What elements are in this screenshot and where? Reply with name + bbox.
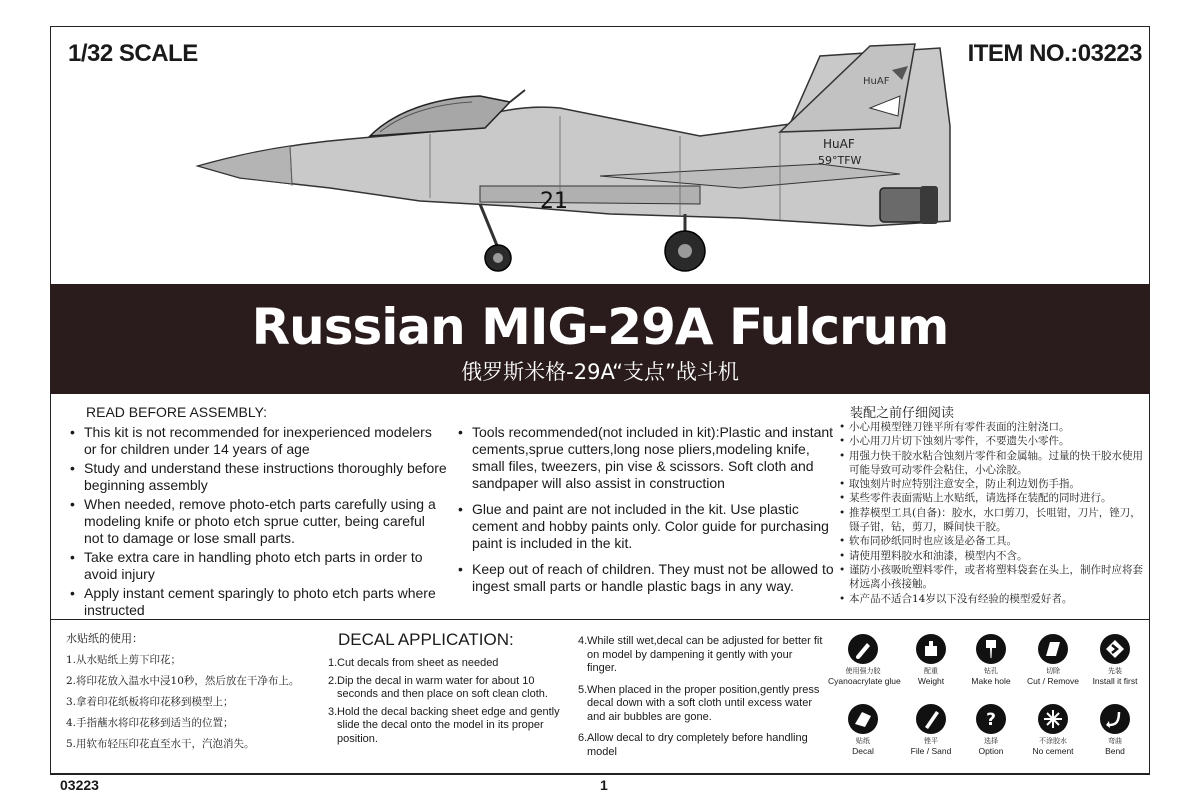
- list-item: [578, 635, 823, 676]
- legend-label-en: File / Sand: [910, 746, 952, 756]
- read-before-title: READ BEFORE ASSEMBLY:: [86, 404, 268, 420]
- step-number: 5.: [578, 683, 588, 696]
- legend-item: [956, 704, 1026, 756]
- legend-item: [956, 634, 1026, 686]
- svg-text:?: ?: [986, 710, 996, 730]
- legend-label-cn: 锉平: [924, 737, 938, 745]
- legend-item: [1080, 634, 1150, 686]
- step-text: Dip the decal in warm water for about 10 seconds and then place on soft clean cloth.: [337, 674, 548, 700]
- list-item: • Take extra care in handling photo etch parts in order to avoid injury: [68, 549, 448, 583]
- title-chinese: 俄罗斯米格-29A“支点”战斗机: [461, 360, 739, 384]
- legend-item: [1018, 634, 1088, 686]
- footer-divider: [50, 774, 1150, 775]
- list-item: • 用强力快干胶水粘合蚀刻片零件和金属轴。过量的快干胶水使用可能导致可动零件会粘住，小心涂胶。: [838, 449, 1148, 478]
- read-before-list-left: [68, 424, 448, 621]
- legend-label-cn: 先装: [1108, 667, 1122, 675]
- list-item: • When needed, remove photo-etch parts carefully using a modeling knife or photo etch sprue cutter, being careful not to damage or lose small parts.: [68, 496, 448, 547]
- list-item: 1.从水贴纸上剪下印花；: [66, 654, 182, 666]
- list-item: 3.拿着印花纸板将印花移到模型上；: [66, 696, 234, 708]
- decal-title: DECAL APPLICATION:: [338, 630, 514, 649]
- page-number: 1: [600, 777, 608, 793]
- list-item: • Glue and paint are not included in the kit. Use plastic cement and hobby paints only. Color guide for purchasing paint is included in the kit.: [456, 501, 836, 552]
- list-item: • 某些零件表面需贴上水贴纸，请选择在装配的同时进行。: [838, 491, 1148, 505]
- install-first-icon: [1100, 634, 1130, 664]
- step-text: Allow decal to dry completely before handling model: [587, 732, 808, 758]
- list-item: [328, 657, 568, 671]
- legend-label-en: Bend: [1105, 746, 1125, 756]
- list-item: • 小心用模型锉刀锉平所有零件表面的注射浇口。: [838, 420, 1148, 434]
- read-before-list-right: [456, 424, 836, 604]
- section-divider: [50, 619, 1150, 620]
- list-item: 5.用软布轻压印花直至水干，汽泡消失。: [66, 738, 255, 750]
- list-item: 4.手指蘸水将印花移到适当的位置；: [66, 717, 234, 729]
- step-number: 4.: [578, 635, 588, 647]
- list-item: • Tools recommended(not included in kit):Plastic and instant cements,sprue cutters,long nose pliers,modeling knife, small files, tweezers, pin vise & scissors. Soft cloth and sandpaper will also assist in construction: [456, 424, 836, 492]
- legend-label-en: No cement: [1032, 746, 1074, 756]
- list-item: [328, 675, 568, 702]
- drill-icon: [976, 634, 1006, 664]
- legend-item: [1018, 704, 1088, 756]
- decal-steps-a: [328, 657, 568, 750]
- decal-cn-title: 水贴纸的使用：: [66, 632, 143, 645]
- step-text: Cut decals from sheet as needed: [337, 657, 499, 669]
- list-item: [578, 732, 823, 759]
- decal-cn-steps: [66, 650, 336, 755]
- list-item: [578, 684, 823, 725]
- list-item: • This kit is not recommended for inexperienced modelers or for children under 14 years of age: [68, 424, 448, 458]
- file-icon: [916, 704, 946, 734]
- legend-label-en: Cyanoacrylate glue: [828, 676, 901, 686]
- step-text: Hold the decal backing sheet edge and gently slide the decal onto the model in its proper position.: [337, 705, 560, 745]
- legend-label-en: Decal: [852, 746, 874, 756]
- legend-item: [828, 704, 898, 756]
- list-item: • 软布同砂纸同时也应该是必备工具。: [838, 534, 1148, 548]
- legend-label-cn: 贴纸: [856, 737, 870, 745]
- legend-label-cn: 使用强力胶: [845, 667, 881, 675]
- legend-label-cn: 不涂胶水: [1039, 737, 1067, 745]
- step-number: 3.: [328, 705, 338, 718]
- legend-item: [828, 634, 901, 686]
- tail-marking-top: HuAF: [863, 76, 890, 87]
- legend-label-en: Cut / Remove: [1027, 676, 1079, 686]
- glue-icon: [848, 634, 878, 664]
- list-item: • 本产品不适合14岁以下没有经验的模型爱好者。: [838, 592, 1148, 606]
- aircraft-illustration: [180, 36, 980, 286]
- tail-marking-line2: 59°TFW: [818, 154, 862, 167]
- title-english: Russian MIG-29A Fulcrum: [251, 298, 949, 356]
- item-number: ITEM NO.:03223: [967, 40, 1142, 67]
- cn-notes-list: [838, 420, 1148, 606]
- legend-label-cn: 弯曲: [1108, 737, 1122, 745]
- step-number: 6.: [578, 732, 588, 744]
- step-text: While still wet,decal can be adjusted for better fit on model by dampening it gently with your finger.: [587, 635, 823, 674]
- legend-label-en: Weight: [917, 676, 945, 686]
- legend-label-en: Make hole: [971, 676, 1011, 686]
- step-number: 1.: [328, 657, 338, 669]
- legend-label-cn: 配重: [924, 667, 938, 675]
- decal-icon: [848, 704, 878, 734]
- footer-item-number: 03223: [60, 777, 99, 793]
- decal-steps-b: [578, 635, 823, 767]
- legend-label-en: Install it first: [1092, 676, 1138, 686]
- icon-legend: [826, 634, 1150, 764]
- scale-label: 1/32 SCALE: [68, 40, 198, 67]
- list-item: [328, 706, 568, 747]
- legend-label-cn: 切除: [1046, 667, 1060, 675]
- list-item: • Study and understand these instructions thoroughly before beginning assembly: [68, 460, 448, 494]
- title-banner: [50, 284, 1150, 394]
- list-item: • 谨防小孩吸吮塑料零件，或者将塑料袋套在头上，制作时应将套材远离小孩接触。: [838, 563, 1148, 592]
- step-text: When placed in the proper position,gently press decal down with a soft cloth until excess water and air bubbles are gone.: [587, 683, 820, 723]
- list-item: • Apply instant cement sparingly to photo etch parts where instructed: [68, 585, 448, 619]
- list-item: 2.将印花放入温水中浸10秒，然后放在干净布上。: [66, 675, 300, 687]
- list-item: • 小心用刀片切下蚀刻片零件，不要遗失小零件。: [838, 434, 1148, 448]
- list-item: • 取蚀刻片时应特别注意安全，防止利边划伤手指。: [838, 477, 1148, 491]
- weight-icon: [916, 634, 946, 664]
- step-number: 2.: [328, 674, 338, 687]
- legend-label-en: Option: [978, 746, 1004, 756]
- list-item: • Keep out of reach of children. They must not be allowed to ingest small parts or handle plastic bags in any way.: [456, 561, 836, 595]
- legend-label-cn: 选择: [984, 737, 998, 745]
- tail-marking-line1: HuAF: [823, 137, 855, 151]
- nose-number: 21: [540, 189, 568, 214]
- list-item: • 请使用塑料胶水和油漆，模型内不含。: [838, 549, 1148, 563]
- legend-item: [1080, 704, 1150, 756]
- cut-icon: [1038, 634, 1068, 664]
- no-cement-icon: [1038, 704, 1068, 734]
- option-icon: [976, 704, 1006, 734]
- legend-label-cn: 钻孔: [984, 667, 998, 675]
- cn-notes-title: 装配之前仔细阅读: [850, 406, 955, 421]
- bend-icon: [1100, 704, 1130, 734]
- list-item: • 推荐模型工具(自备)：胶水，水口剪刀，长咀钳，刀片，锉刀，镊子钳，钻，剪刀，瞬间快干胶。: [838, 506, 1148, 535]
